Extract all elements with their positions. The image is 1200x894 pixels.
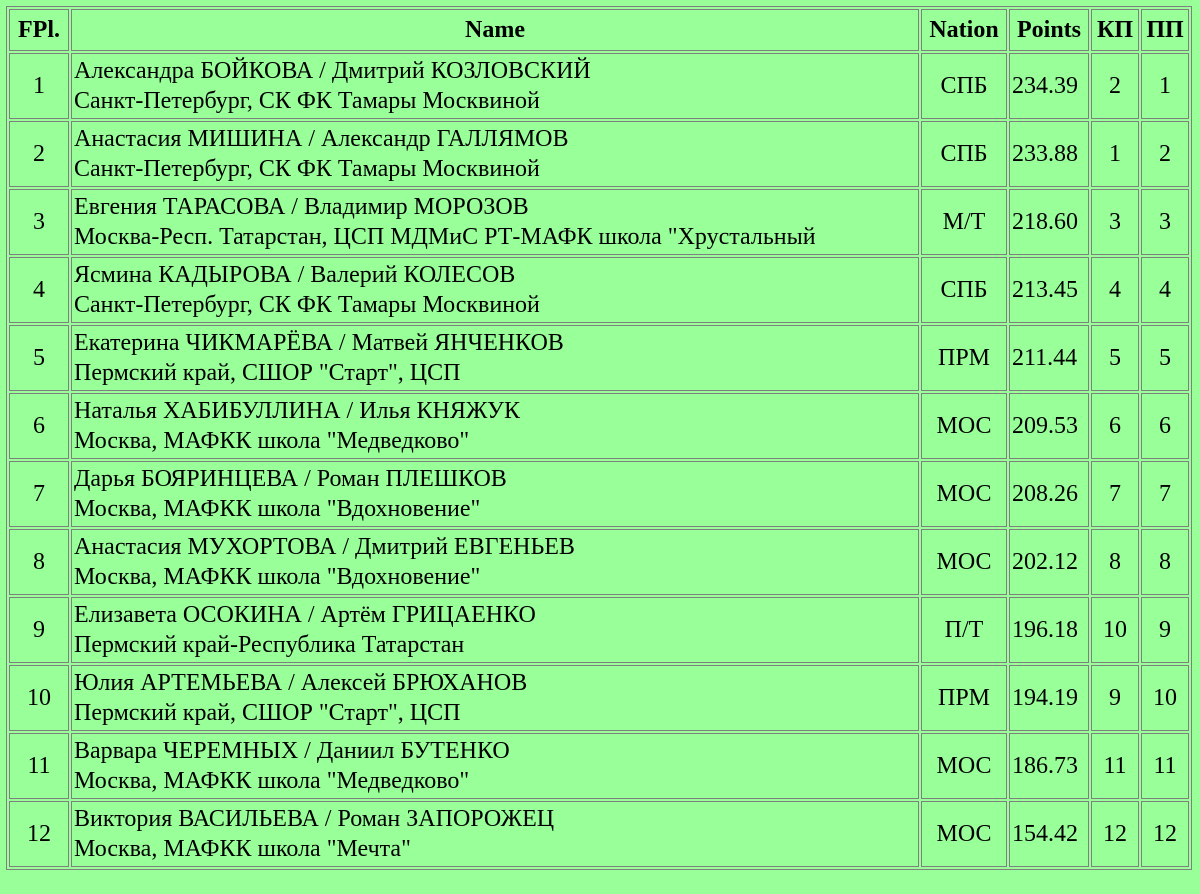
pp-cell: 9 [1141,597,1189,663]
name-cell [71,189,919,255]
club-name: Москва-Респ. Татарстан, ЦСП МДМиС РТ-МАФК школа "Хрустальный [74,224,816,250]
pp-cell: 5 [1141,325,1189,391]
kp-cell: 1 [1091,121,1139,187]
pp-cell: 6 [1141,393,1189,459]
name-cell [71,121,919,187]
pp-cell: 1 [1141,53,1189,119]
club-name: Москва, МАФКК школа "Медведково" [74,428,470,454]
nation-cell: ПРМ [921,665,1007,731]
results-table [6,6,1192,870]
club-name: Москва, МАФКК школа "Вдохновение" [74,564,481,590]
name-cell [71,597,919,663]
table-row [9,733,1189,799]
pair-names: Варвара ЧЕРЕМНЫХ / Даниил БУТЕНКО [74,738,510,764]
pp-cell: 10 [1141,665,1189,731]
club-name: Санкт-Петербург, СК ФК Тамары Москвиной [74,292,540,318]
table-row [9,257,1189,323]
points-cell: 211.44 [1009,325,1089,391]
pp-cell: 2 [1141,121,1189,187]
points-cell: 234.39 [1009,53,1089,119]
table-row [9,665,1189,731]
club-name: Пермский край, СШОР "Старт", ЦСП [74,360,461,386]
points-cell: 218.60 [1009,189,1089,255]
pair-names: Ясмина КАДЫРОВА / Валерий КОЛЕСОВ [74,262,516,288]
pair-names: Екатерина ЧИКМАРЁВА / Матвей ЯНЧЕНКОВ [74,330,564,356]
table-row [9,189,1189,255]
table-row [9,393,1189,459]
club-name: Москва, МАФКК школа "Медведково" [74,768,470,794]
pair-names: Евгения ТАРАСОВА / Владимир МОРОЗОВ [74,194,529,220]
pair-names: Наталья ХАБИБУЛЛИНА / Илья КНЯЖУК [74,398,520,424]
pair-names: Елизавета ОСОКИНА / Артём ГРИЦАЕНКО [74,602,536,628]
table-row [9,325,1189,391]
name-cell [71,665,919,731]
name-cell [71,529,919,595]
place-cell: 6 [9,393,69,459]
table-row [9,121,1189,187]
place-cell: 12 [9,801,69,867]
header-name: Name [71,9,919,51]
points-cell: 154.42 [1009,801,1089,867]
nation-cell: МОС [921,461,1007,527]
name-cell [71,393,919,459]
table-row [9,461,1189,527]
table-row [9,53,1189,119]
kp-cell: 2 [1091,53,1139,119]
pp-cell: 3 [1141,189,1189,255]
kp-cell: 7 [1091,461,1139,527]
nation-cell: СПБ [921,53,1007,119]
pair-names: Дарья БОЯРИНЦЕВА / Роман ПЛЕШКОВ [74,466,507,492]
pair-names: Юлия АРТЕМЬЕВА / Алексей БРЮХАНОВ [74,670,528,696]
nation-cell: МОС [921,801,1007,867]
place-cell: 3 [9,189,69,255]
place-cell: 11 [9,733,69,799]
nation-cell: П/Т [921,597,1007,663]
pp-cell: 12 [1141,801,1189,867]
club-name: Санкт-Петербург, СК ФК Тамары Москвиной [74,88,540,114]
place-cell: 2 [9,121,69,187]
nation-cell: МОС [921,393,1007,459]
name-cell [71,461,919,527]
place-cell: 1 [9,53,69,119]
kp-cell: 10 [1091,597,1139,663]
table-row [9,597,1189,663]
club-name: Санкт-Петербург, СК ФК Тамары Москвиной [74,156,540,182]
points-cell: 186.73 [1009,733,1089,799]
nation-cell: М/Т [921,189,1007,255]
nation-cell: СПБ [921,257,1007,323]
kp-cell: 9 [1091,665,1139,731]
kp-cell: 5 [1091,325,1139,391]
points-cell: 208.26 [1009,461,1089,527]
header-nation: Nation [921,9,1007,51]
place-cell: 4 [9,257,69,323]
points-cell: 213.45 [1009,257,1089,323]
place-cell: 5 [9,325,69,391]
header-points: Points [1009,9,1089,51]
kp-cell: 11 [1091,733,1139,799]
place-cell: 7 [9,461,69,527]
kp-cell: 3 [1091,189,1139,255]
club-name: Москва, МАФКК школа "Мечта" [74,836,411,862]
name-cell [71,53,919,119]
table-row [9,801,1189,867]
points-cell: 233.88 [1009,121,1089,187]
header-place: FPl. [9,9,69,51]
nation-cell: СПБ [921,121,1007,187]
name-cell [71,325,919,391]
points-cell: 194.19 [1009,665,1089,731]
name-cell [71,257,919,323]
kp-cell: 4 [1091,257,1139,323]
pp-cell: 7 [1141,461,1189,527]
points-cell: 196.18 [1009,597,1089,663]
nation-cell: МОС [921,733,1007,799]
pp-cell: 4 [1141,257,1189,323]
place-cell: 8 [9,529,69,595]
kp-cell: 8 [1091,529,1139,595]
kp-cell: 6 [1091,393,1139,459]
club-name: Пермский край, СШОР "Старт", ЦСП [74,700,461,726]
results-body [9,53,1189,867]
nation-cell: МОС [921,529,1007,595]
points-cell: 202.12 [1009,529,1089,595]
name-cell [71,733,919,799]
header-kp: КП [1091,9,1139,51]
pp-cell: 11 [1141,733,1189,799]
pair-names: Виктория ВАСИЛЬЕВА / Роман ЗАПОРОЖЕЦ [74,806,555,832]
points-cell: 209.53 [1009,393,1089,459]
kp-cell: 12 [1091,801,1139,867]
pp-cell: 8 [1141,529,1189,595]
nation-cell: ПРМ [921,325,1007,391]
club-name: Пермский край-Республика Татарстан [74,632,465,658]
club-name: Москва, МАФКК школа "Вдохновение" [74,496,481,522]
pair-names: Анастасия МИШИНА / Александр ГАЛЛЯМОВ [74,126,569,152]
pair-names: Александра БОЙКОВА / Дмитрий КОЗЛОВСКИЙ [74,58,591,84]
header-pp: ПП [1141,9,1189,51]
name-cell [71,801,919,867]
place-cell: 9 [9,597,69,663]
header-row [9,9,1189,51]
place-cell: 10 [9,665,69,731]
table-row [9,529,1189,595]
pair-names: Анастасия МУХОРТОВА / Дмитрий ЕВГЕНЬЕВ [74,534,575,560]
